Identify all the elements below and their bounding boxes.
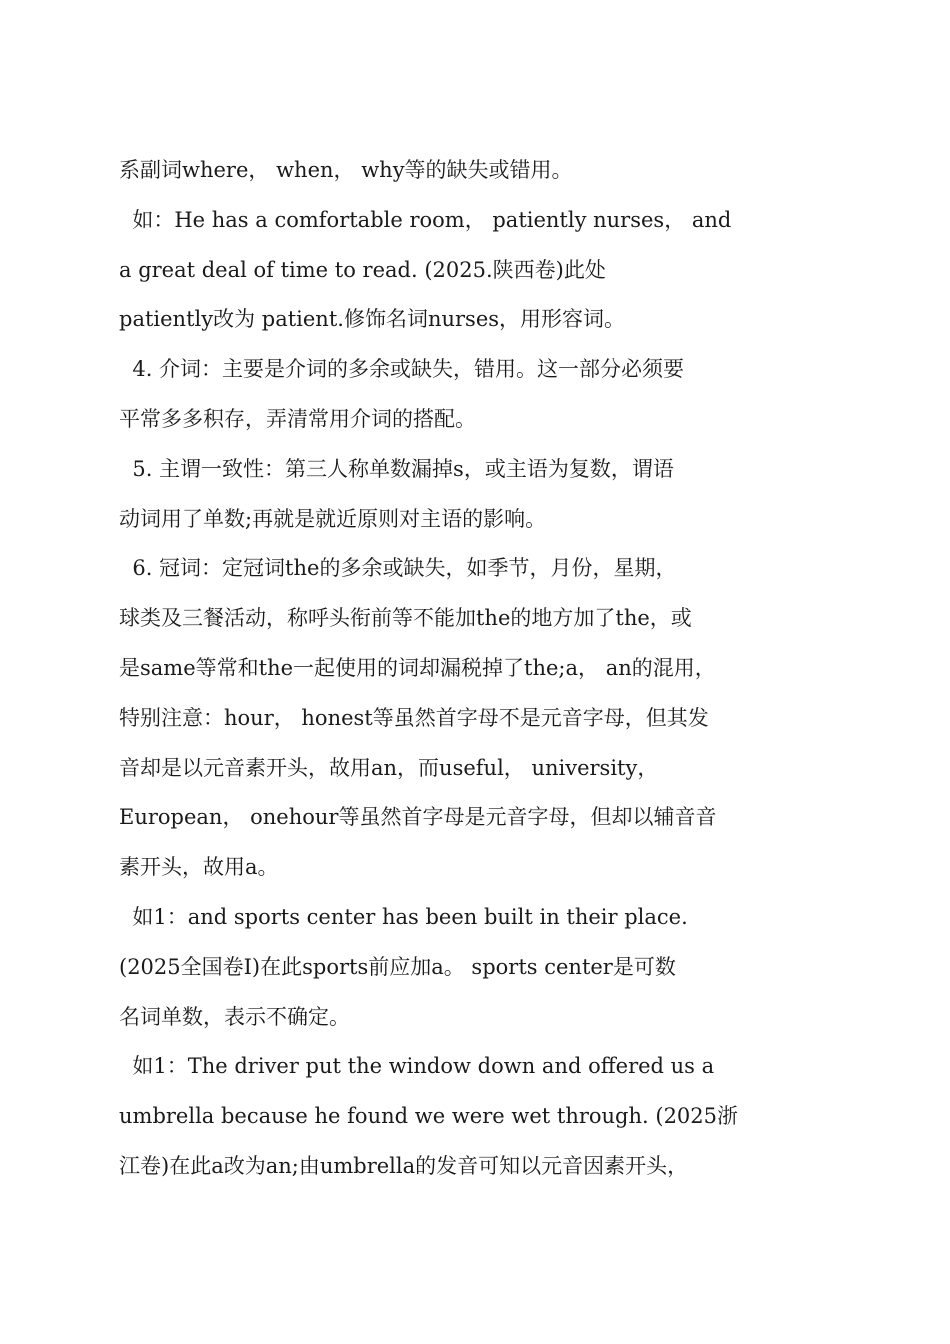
text-line: 江卷)在此a改为an;由umbrella的发音可知以元音因素开头， xyxy=(119,1153,689,1178)
text-line: a great deal of time to read. (2025.陕西卷)此处 xyxy=(119,257,606,282)
text-line: patiently改为 patient.修饰名词nurses，用形容词。 xyxy=(119,307,626,332)
text-line: 动词用了单数;再就是就近原则对主语的影响。 xyxy=(119,506,547,531)
text-line: 特别注意：hour， honest等虽然首字母不是元音字母，但其发 xyxy=(119,705,709,730)
text-line: umbrella because he found we were wet through. (2025浙 xyxy=(119,1104,739,1129)
text-line: 6. 冠词：定冠词the的多余或缺失，如季节，月份，星期， xyxy=(119,556,677,581)
text-line: 素开头，故用a。 xyxy=(119,855,279,880)
text-line: 系副词where， when， why等的缺失或错用。 xyxy=(119,158,573,182)
text-line: 名词单数，表示不确定。 xyxy=(119,1004,350,1029)
text-line: 音却是以元音素开头，故用an，而useful， university， xyxy=(119,755,659,780)
text-line: 平常多多积存，弄清常用介词的搭配。 xyxy=(119,406,476,431)
document-body xyxy=(119,146,839,1192)
text-line: 4. 介词：主要是介词的多余或缺失，错用。这一部分必须要 xyxy=(119,357,685,382)
text-line: 是same等常和the一起使用的词却漏税掉了the;a， an的混用， xyxy=(119,655,716,680)
text-line: 如1：and sports center has been built in their place. xyxy=(119,904,688,929)
text-line: 如1：The driver put the window down and offered us a xyxy=(119,1054,715,1079)
text-line: 如：He has a comfortable room， patiently nurses， and xyxy=(119,207,732,232)
text-line: European， onehour等虽然首字母是元音字母，但却以辅音音 xyxy=(119,805,717,830)
text-line: 球类及三餐活动，称呼头衔前等不能加the的地方加了the，或 xyxy=(119,606,692,631)
text-line: (2025全国卷I)在此sports前应加a。 sports center是可数 xyxy=(119,954,676,979)
text-line: 5. 主谓一致性：第三人称单数漏掉s，或主语为复数，谓语 xyxy=(119,456,674,481)
